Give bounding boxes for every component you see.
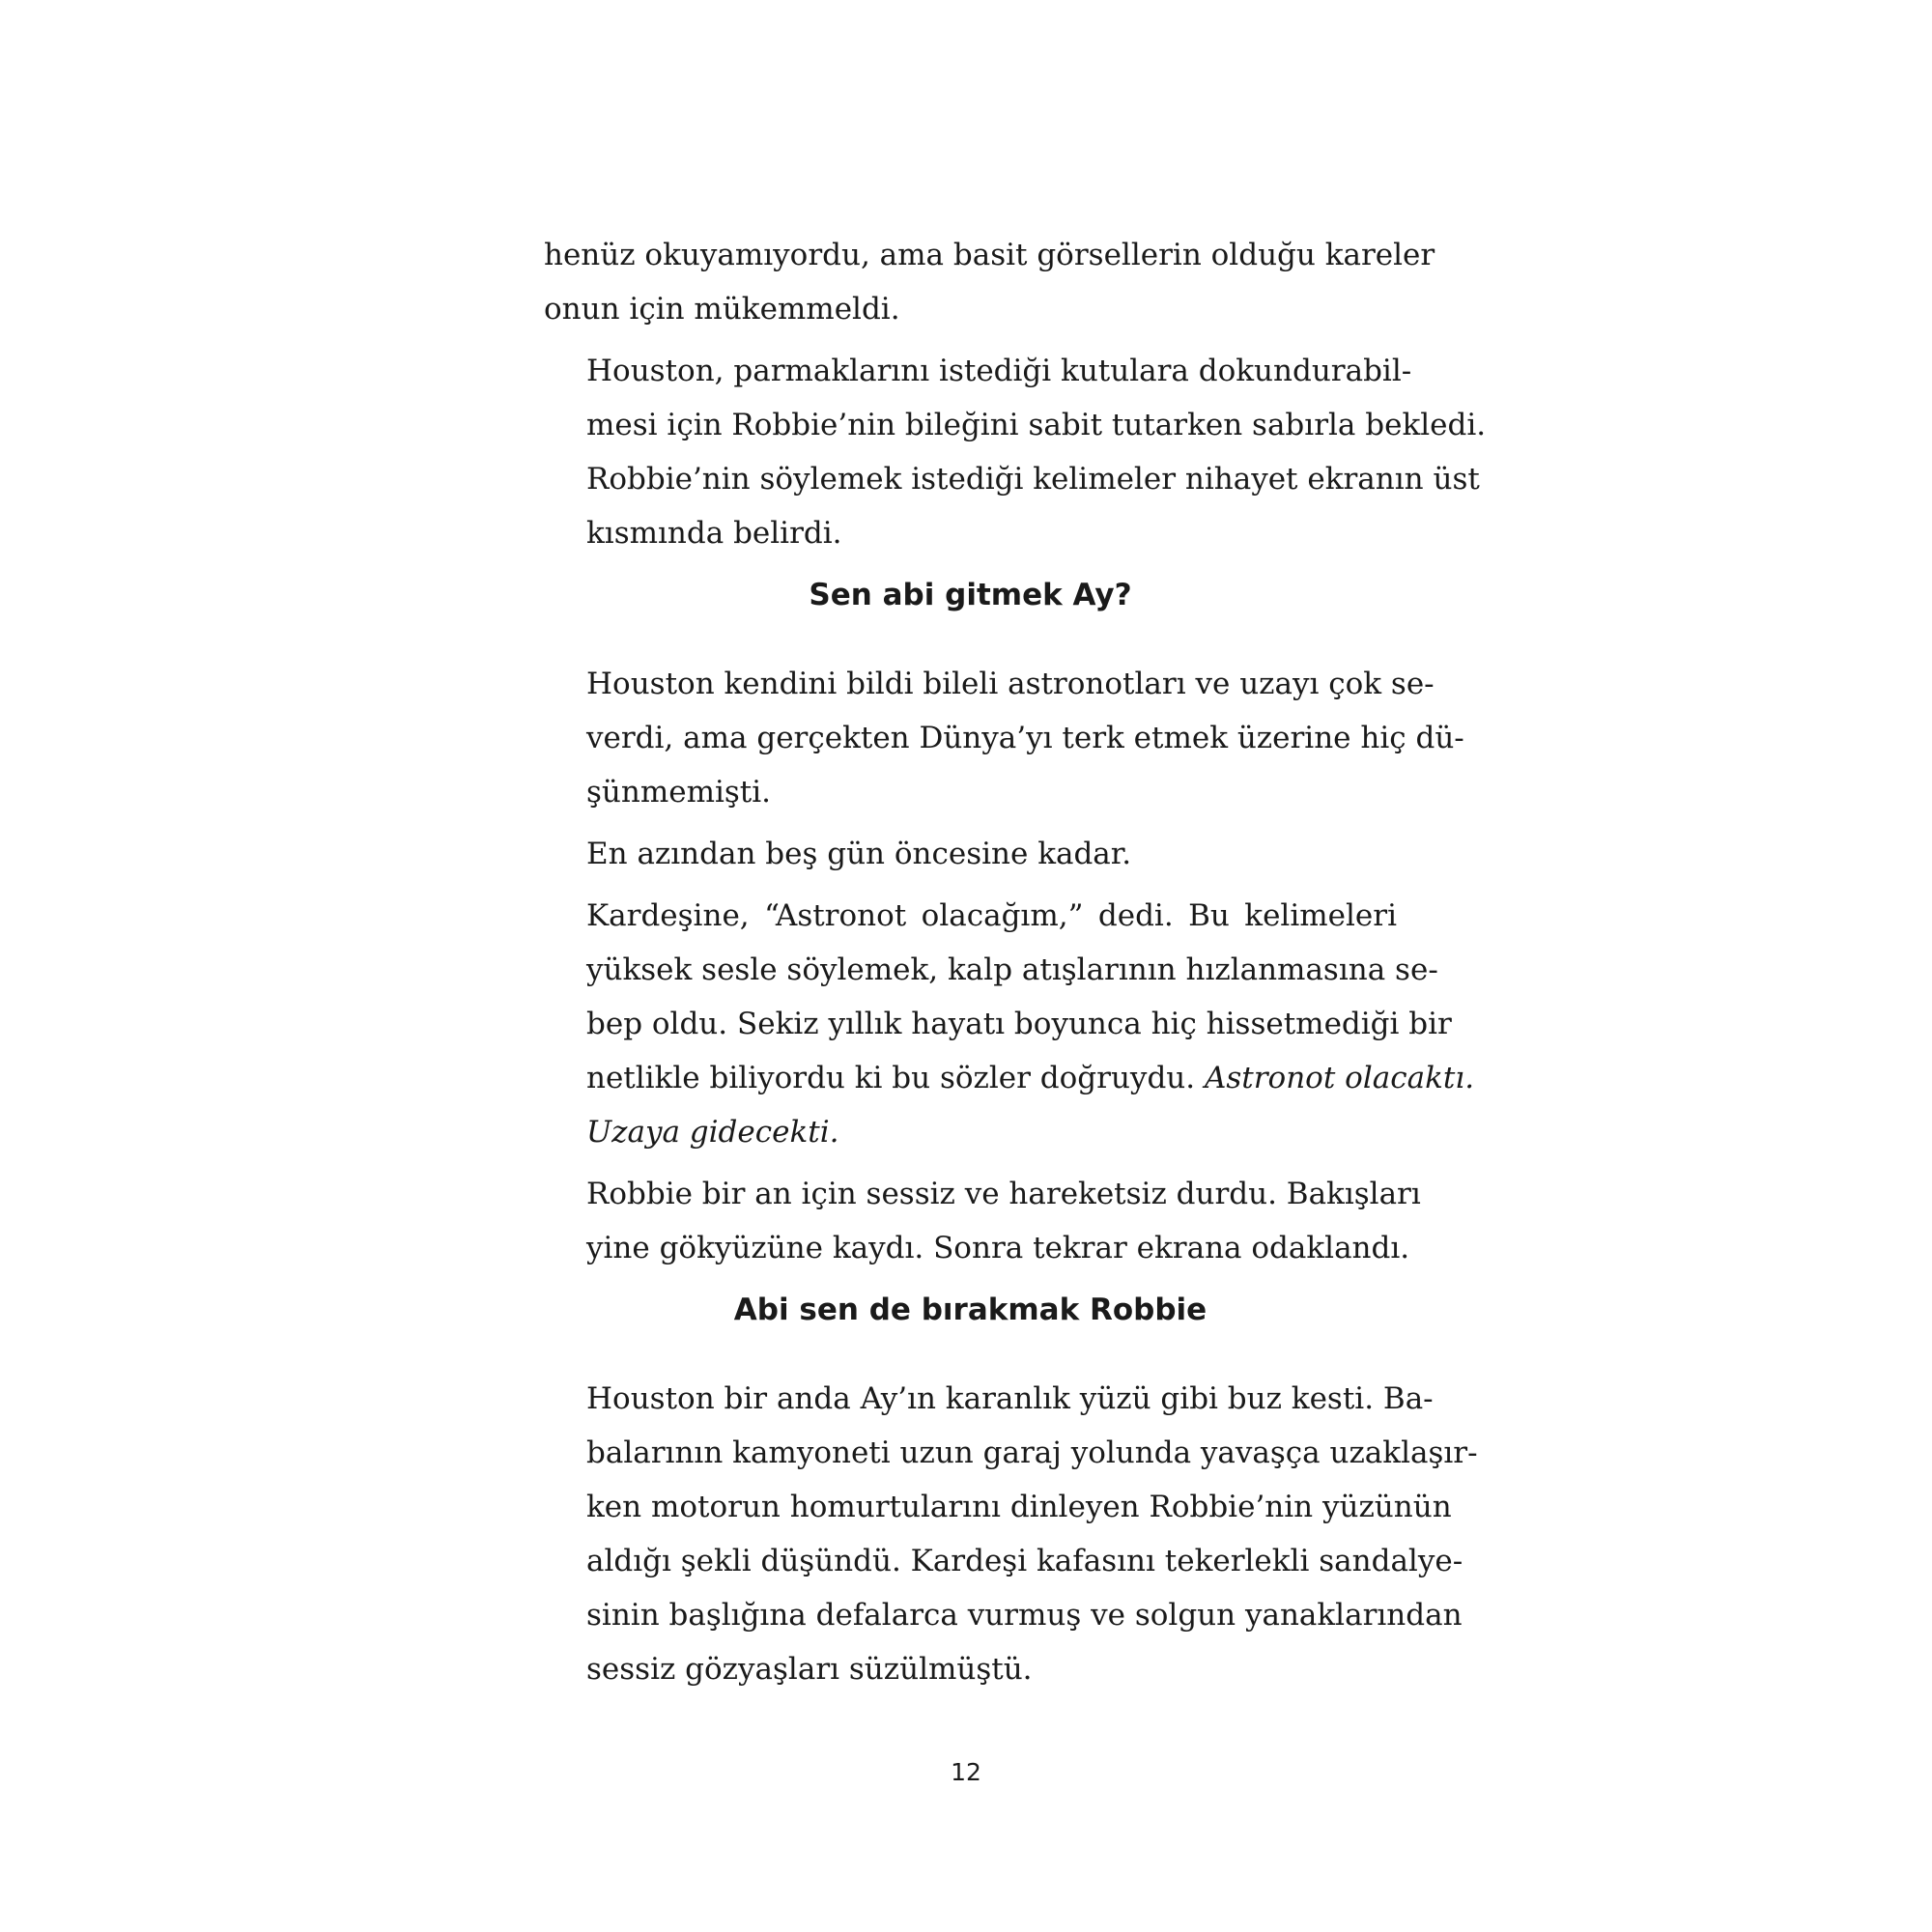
text-line: yine gökyüzüne kaydı. Sonra tekrar ekrana odaklandı.: [586, 1231, 1410, 1265]
text-line: bep oldu. Sekiz yıllık hayatı boyunca hiç hissetmediği bir: [586, 1007, 1452, 1041]
text-line: Houston kendini bildi bileli astronotları ve uzayı çok se-: [586, 667, 1435, 701]
text-line: aldığı şekli düşündü. Kardeşi kafasını tekerlekli sandalye-: [586, 1544, 1463, 1578]
paragraph-2: [544, 344, 1487, 560]
text-line: verdi, ama gerçekten Dünya’yı terk etmek üzerine hiç dü-: [586, 721, 1464, 755]
text-line: Kardeşine, “Astronot olacağım,” dedi. Bu kelimeleri: [586, 898, 1397, 933]
italic-text: Astronot olacaktı.: [1204, 1061, 1475, 1095]
screen-message-1: Sen abi gitmek Ay?: [809, 578, 1132, 612]
text-line: şünmemişti.: [586, 775, 772, 810]
text-line: Robbie’nin söylemek istediği kelimeler nihayet ekranın üst: [586, 462, 1480, 497]
text-line: En azından beş gün öncesine kadar.: [586, 837, 1132, 871]
paragraph-6: [544, 1167, 1421, 1275]
text-line: [544, 1105, 1397, 1159]
text-line: sessiz gözyaşları süzülmüştü.: [586, 1652, 1033, 1687]
text-segment: netlikle biliyordu ki bu sözler doğruydu.: [586, 1061, 1196, 1095]
text-line: henüz okuyamıyordu, ama basit görsellerin olduğu kareler: [544, 238, 1435, 272]
screen-message-2: Abi sen de bırakmak Robbie: [733, 1293, 1208, 1327]
paragraph-4: [544, 827, 1397, 881]
italic-text: Uzaya gidecekti.: [586, 1115, 839, 1150]
paragraph-5: [544, 889, 1475, 1159]
text-line: onun için mükemmeldi.: [544, 292, 900, 327]
page-number: 12: [951, 1758, 981, 1786]
text-line: kısmında belirdi.: [586, 516, 842, 551]
text-line: balarının kamyoneti uzun garaj yolunda yavaşça uzaklaşır-: [586, 1435, 1478, 1470]
text-line: Houston, parmaklarını istediği kutulara dokundurabil-: [586, 354, 1412, 388]
text-line: Houston bir anda Ay’ın karanlık yüzü gibi buz kesti. Ba-: [586, 1381, 1434, 1416]
text-line: Robbie bir an için sessiz ve hareketsiz durdu. Bakışları: [586, 1177, 1421, 1211]
paragraph-7: [544, 1372, 1478, 1696]
text-line: [544, 1051, 1475, 1105]
text-line: sinin başlığına defalarca vurmuş ve solgun yanaklarından: [586, 1598, 1463, 1633]
paragraph-3: [544, 657, 1464, 819]
text-line: mesi için Robbie’nin bileğini sabit tutarken sabırla bekledi.: [586, 408, 1487, 442]
paragraph-1: [544, 228, 1435, 336]
text-line: yüksek sesle söylemek, kalp atışlarının hızlanmasına se-: [586, 952, 1438, 987]
body-text: [544, 228, 1487, 1704]
text-line: ken motorun homurtularını dinleyen Robbie’nin yüzünün: [586, 1490, 1452, 1524]
